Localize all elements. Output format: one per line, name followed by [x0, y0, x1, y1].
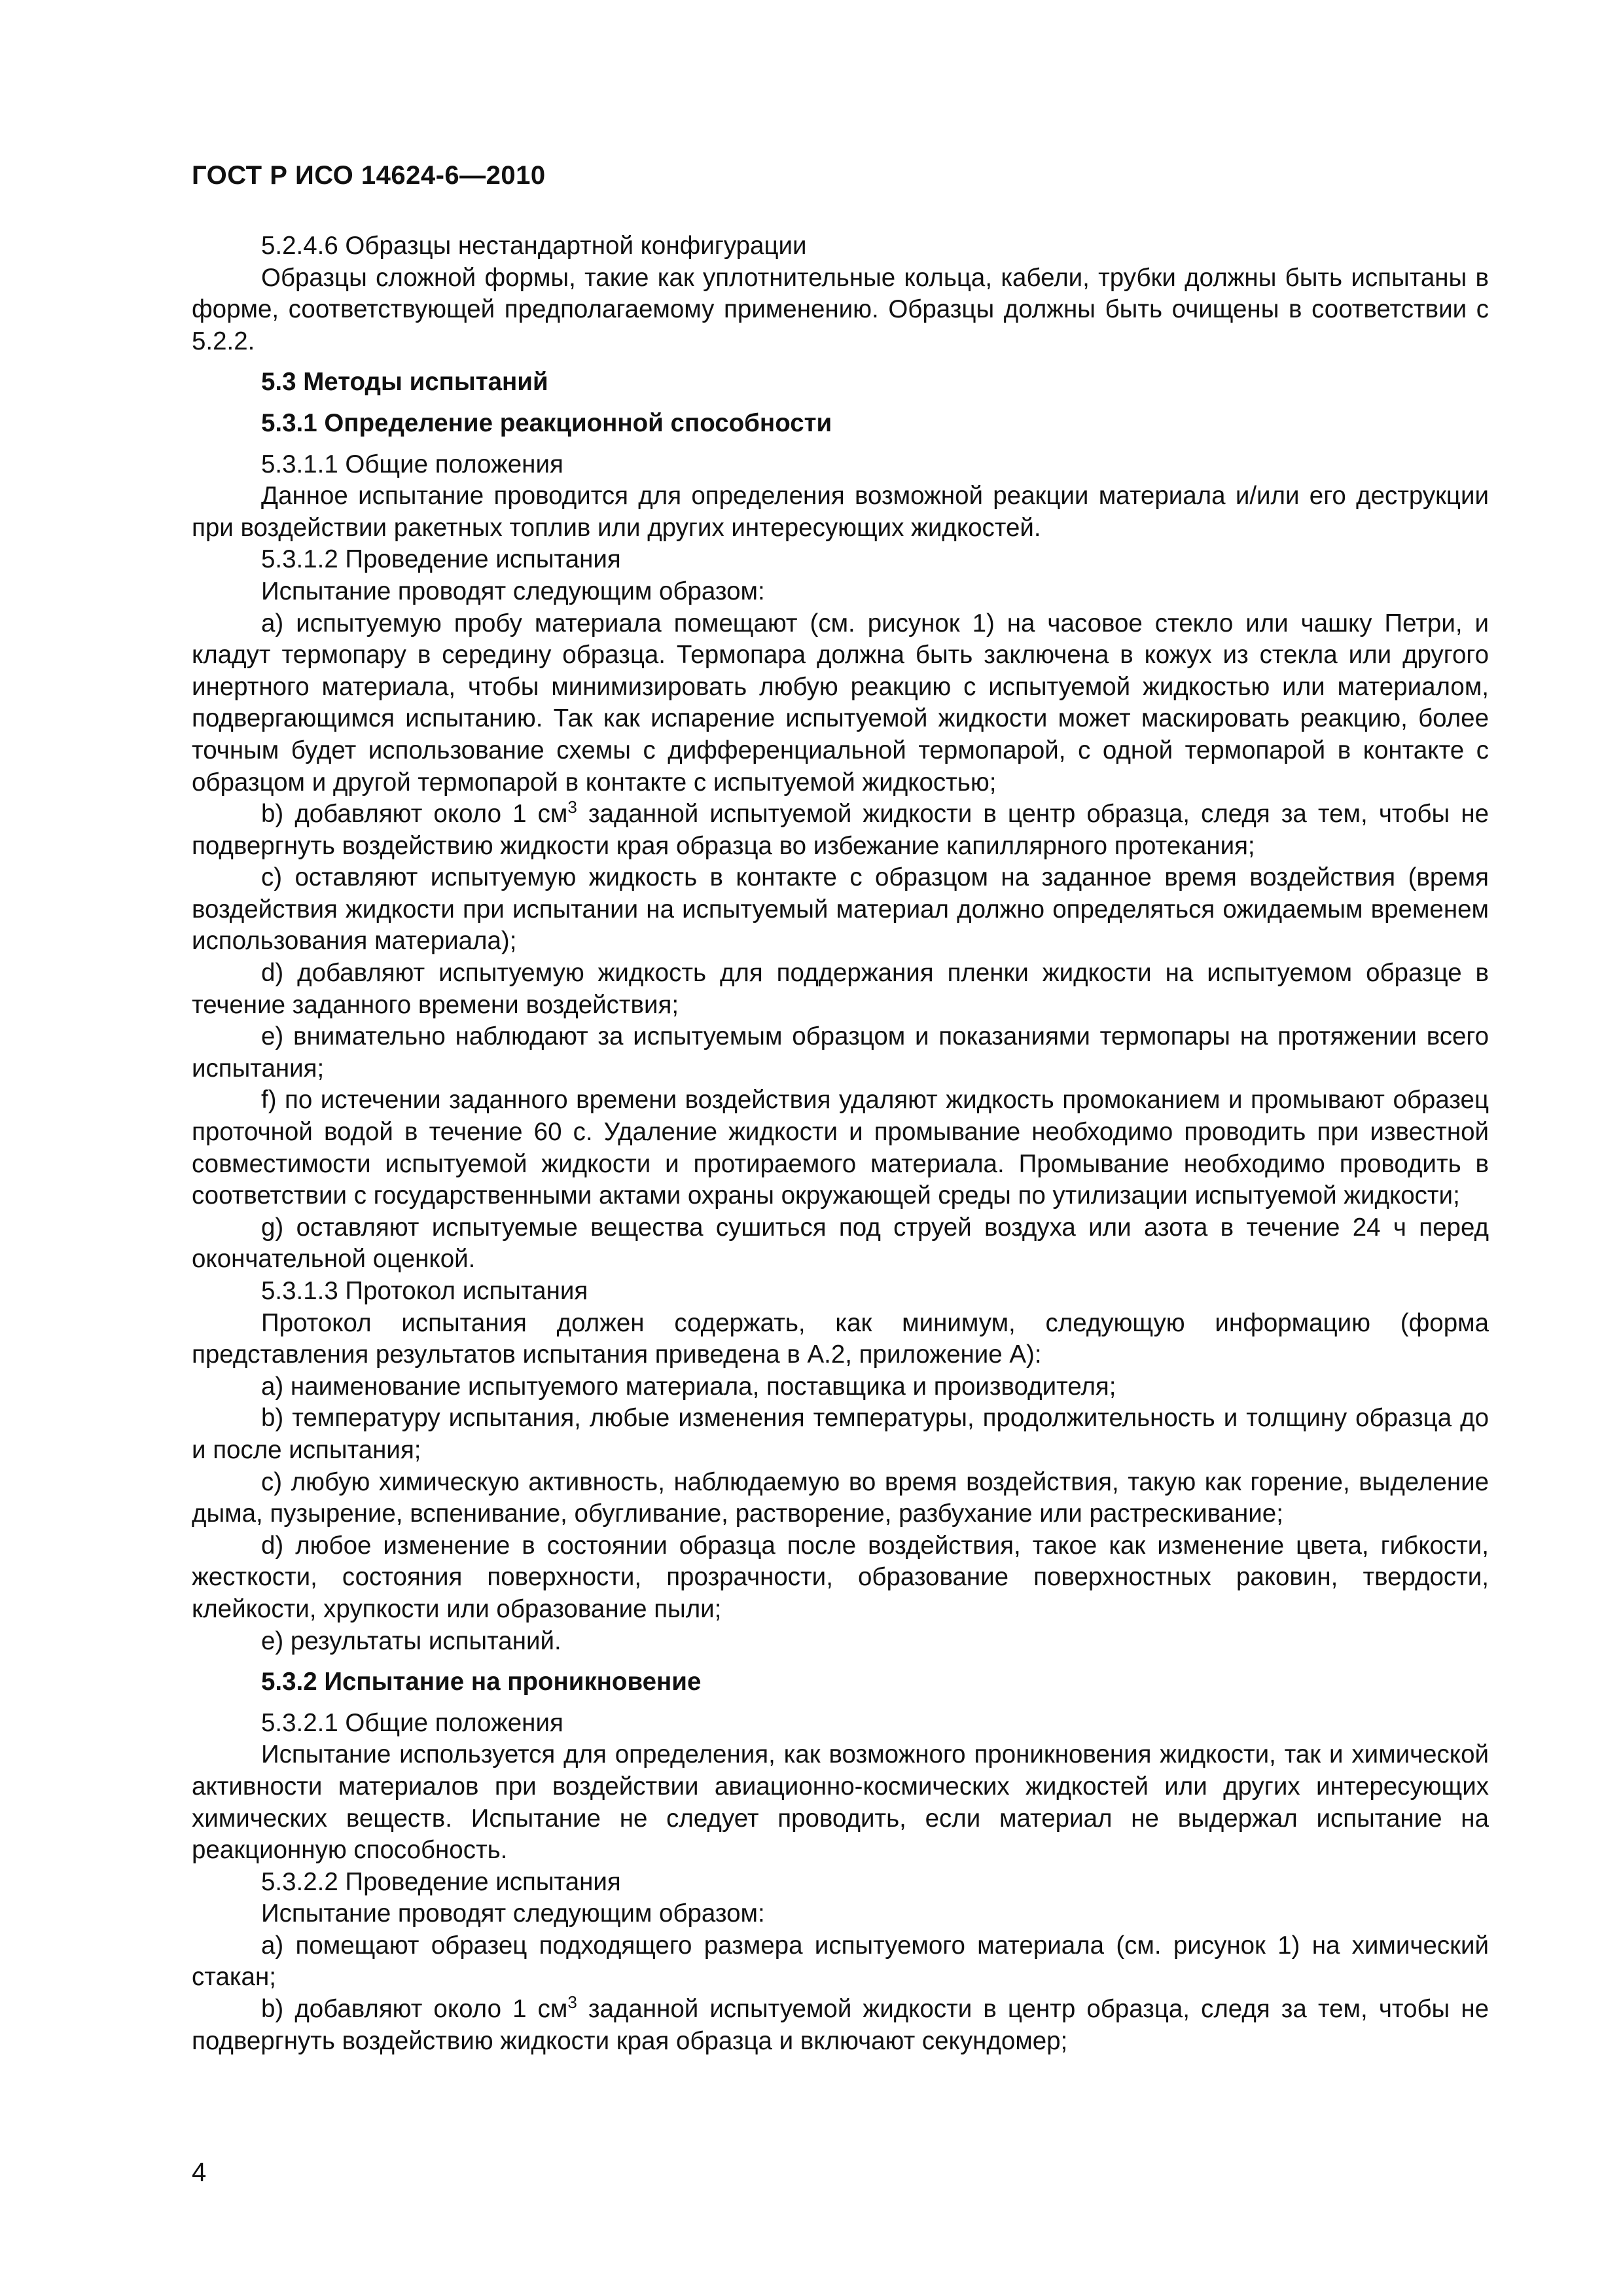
body-text	[192, 230, 1489, 2057]
page-number: 4	[192, 2158, 207, 2187]
list-item: b) добавляют около 1 $см^3$ заданной испытуемой жидкости в центр образца, следя за тем, чтобы не подвергнуть воздействию жидкости края образца во избежание капиллярного протекания;	[192, 797, 1489, 860]
list-item: d) добавляют испытуемую жидкость для поддержания пленки жидкости на испытуемом образце в течение заданного времени воздействия;	[192, 959, 1489, 1019]
section-heading: 5.3.1 Определение реакционной способности	[261, 408, 832, 437]
subclause-heading: 5.3.1.3 Протокол испытания	[261, 1277, 588, 1305]
list-item: d) любое изменение в состоянии образца после воздействия, такое как изменение цвета, гибкости, жесткости, состояния поверхности, прозрачности, образование поверхностных раковин, твердости, клейкости, хрупкости или образование пыли;	[192, 1531, 1489, 1623]
subclause-heading: 5.3.1.1 Общие положения	[261, 450, 563, 478]
standard-header: ГОСТ Р ИСО 14624-6—2010	[192, 161, 546, 190]
subclause-heading: 5.3.2.1 Общие положения	[261, 1708, 563, 1737]
paragraph: Испытание проводят следующим образом:	[261, 577, 765, 605]
list-item: e) результаты испытаний.	[261, 1626, 562, 1655]
subclause-heading: 5.3.1.2 Проведение испытания	[261, 545, 621, 574]
list-item: c) оставляют испытуемую жидкость в контакте с образцом на заданное время воздействия (время воздействия жидкости при испытании на испытуемый материал должно определяться ожидаемым временем использования материала);	[192, 863, 1489, 956]
list-item: a) испытуемую пробу материала помещают (см. рисунок 1) на часовое стекло или чашку Петри, и кладут термопару в середину образца. Термопара должна быть заключена в кожух из стекла или другого инертного материала, чтобы минимизировать любую реакцию с испытуемой жидкостью или материалом, подвергающимся испытанию. Так как испарение испытуемой жидкости может маскировать реакцию, более точным будет использование схемы с дифференциальной термопарой, с одной термопарой в контакте с образцом и другой термопарой в контакте с испытуемой жидкостью;	[192, 609, 1489, 797]
list-item: f) по истечении заданного времени воздействия удаляют жидкость промоканием и промывают образец проточной водой в течение 60 с. Удаление жидкости и промывание необходимо проводить при известной совместимости испытуемой жидкости и протираемого материала. Промывание необходимо проводить в соответствии с государственными актами охраны окружающей среды по утилизации испытуемой жидкости;	[192, 1086, 1489, 1210]
list-item: a) наименование испытуемого материала, поставщика и производителя;	[261, 1372, 1116, 1401]
subclause-heading: 5.2.4.6 Образцы нестандартной конфигурации	[261, 232, 807, 260]
paragraph: Образцы сложной формы, такие как уплотнительные кольца, кабели, трубки должны быть испытаны в форме, соответствующей предполагаемому применению. Образцы должны быть очищены в соответствии с 5.2.2.	[192, 263, 1489, 355]
list-item: e) внимательно наблюдают за испытуемым образцом и показаниями термопары на протяжении всего испытания;	[192, 1022, 1489, 1083]
paragraph: Данное испытание проводится для определения возможной реакции материала и/или его деструкции при воздействии ракетных топлив или других интересующих жидкостей.	[192, 482, 1489, 542]
list-item: a) помещают образец подходящего размера испытуемого материала (см. рисунок 1) на химический стакан;	[192, 1931, 1489, 1992]
list-item: b) температуру испытания, любые изменения температуры, продолжительность и толщину образца до и после испытания;	[192, 1404, 1489, 1464]
paragraph: Протокол испытания должен содержать, как минимум, следующую информацию (форма представления результатов испытания приведена в А.2, приложение А):	[192, 1308, 1489, 1369]
list-item: c) любую химическую активность, наблюдаемую во время воздействия, такую как горение, выделение дыма, пузырение, вспенивание, обугливание, растворение, разбухание или растрескивание;	[192, 1467, 1489, 1528]
subclause-heading: 5.3.2.2 Проведение испытания	[261, 1867, 621, 1896]
list-item: b) добавляют около 1 $см^3$ заданной испытуемой жидкости в центр образца, следя за тем, чтобы не подвергнуть воздействию жидкости края образца и включают секундомер;	[192, 1992, 1489, 2055]
list-item: g) оставляют испытуемые вещества сушиться под струей воздуха или азота в течение 24 ч перед окончательной оценкой.	[192, 1213, 1489, 1274]
superscript: 3	[567, 1992, 577, 2013]
paragraph: Испытание проводят следующим образом:	[261, 1899, 765, 1928]
superscript: 3	[567, 797, 577, 817]
section-heading: 5.3.2 Испытание на проникновение	[261, 1668, 702, 1696]
section-heading: 5.3 Методы испытаний	[261, 368, 548, 397]
paragraph: Испытание используется для определения, как возможного проникновения жидкости, так и химической активности материалов при воздействии авиационно-космических жидкостей или других интересующих химических веществ. Испытание не следует проводить, если материал не выдержал испытание на реакционную способность.	[192, 1740, 1489, 1865]
